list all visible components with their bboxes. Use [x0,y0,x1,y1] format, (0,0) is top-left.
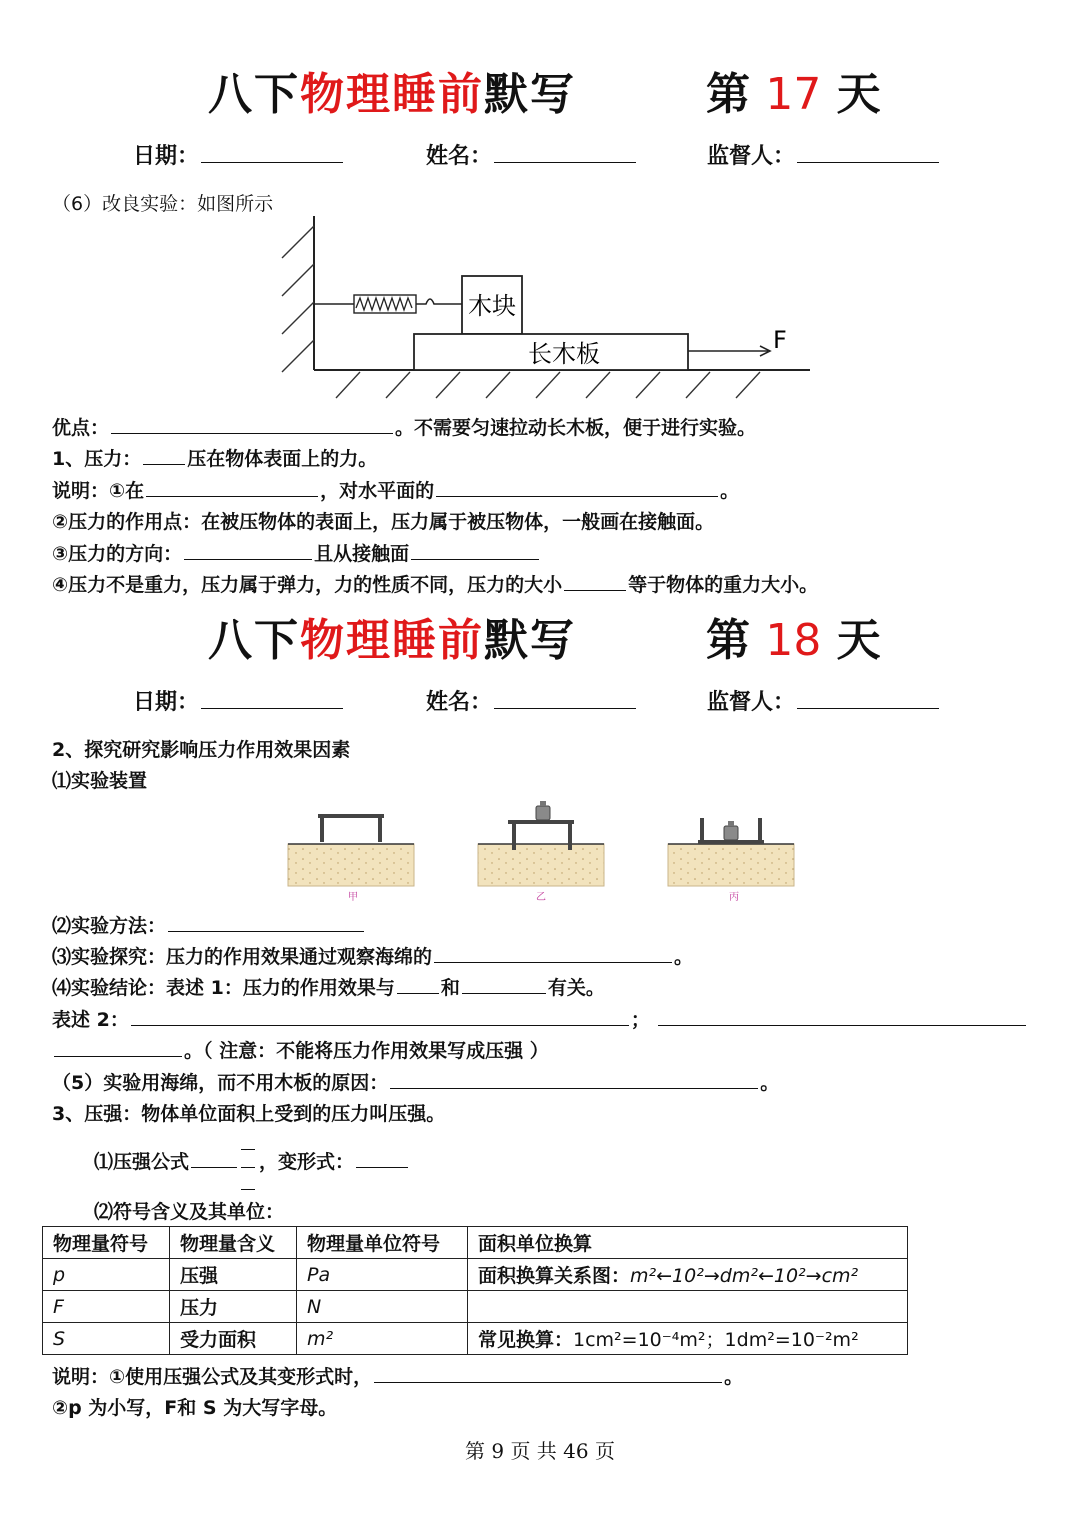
pressure-point2: ②压力的作用点：在被压物体的表面上，压力属于被压物体，一般画在接触面。 [52,511,715,533]
note-blank-2[interactable] [436,495,718,497]
conclusion-blank-2[interactable] [462,992,546,994]
statement2-line: 表述 2： ； [52,1005,1028,1032]
table-cell: m² [297,1323,468,1355]
note-blank-1[interactable] [146,495,318,497]
table-cell [468,1291,908,1323]
statement2-blank-1[interactable] [131,1024,629,1026]
date-field-18[interactable] [201,707,343,709]
direction-blank-2[interactable] [411,558,539,560]
supervisor-field[interactable] [797,161,939,163]
sponge-line: （5）实验用海绵，而不用木板的原因： 。 [52,1072,780,1094]
figure-label-yi: 乙 [536,892,546,903]
pressure-point4: ④压力不是重力，压力属于弹力，力的性质不同，压力的大小 等于物体的重力大小。 [52,574,819,596]
explore-heading: 2、探究研究影响压力作用效果因素 [52,739,351,761]
figure-label-jia: 甲 [348,892,358,903]
conclusion-line: ⑷实验结论：表述 1：压力的作用效果与 和 有关。 [52,977,605,999]
day-label-18: 第 18 天 [706,615,881,666]
direction-blank-1[interactable] [184,558,312,560]
table-cell: S [43,1323,170,1355]
name-field[interactable] [494,161,636,163]
section6-heading: （6）改良实验：如图所示 [52,193,274,215]
header-fields-day17: 日期： [133,139,345,170]
table-cell: 压力 [170,1291,297,1323]
table-row [43,1323,908,1355]
table-header-row [43,1227,908,1259]
page-title-day17: 八下物理睡前默写 [208,69,576,120]
note1-line: 说明：①使用压强公式及其变形式时， 。 [52,1366,744,1388]
sponge-blank[interactable] [390,1087,758,1089]
observe-blank[interactable] [434,961,672,963]
day-label-17: 第 17 天 [706,69,881,120]
statement2-blank-3[interactable] [54,1055,182,1057]
table-cell: p [43,1259,170,1291]
symbols-heading: ⑵符号含义及其单位： [94,1201,285,1223]
pressure-def-blank[interactable] [143,463,185,465]
figure-label-bing: 丙 [729,892,739,903]
formula-line: ⑴压强公式 ，变形式： [94,1147,410,1174]
method-line: ⑵实验方法： [52,911,366,938]
formula-blank[interactable] [191,1166,237,1168]
pressure-def-heading: 3、压强：物体单位面积上受到的压力叫压强。 [52,1103,446,1125]
page-title-day18: 八下物理睡前默写 [208,615,576,666]
apparatus-figure [286,796,816,906]
apparatus-heading: ⑴实验装置 [52,770,148,792]
method-blank[interactable] [168,930,364,932]
supervisor-field-18[interactable] [797,707,939,709]
long-board-label: 长木板 [528,340,600,368]
table-cell: Pa [297,1259,468,1291]
pressure-definition: 1、压力： 压在物体表面上的力。 [52,448,378,470]
table-header: 面积单位换算 [468,1227,908,1259]
date-field[interactable] [201,161,343,163]
table-cell: F [43,1291,170,1323]
header-fields-day18: 日期： [133,685,345,716]
page-number: 第 9 页 共 46 页 [465,1439,615,1463]
table-header: 物理量含义 [170,1227,297,1259]
wood-block-label: 木块 [468,292,516,320]
table-row [43,1259,908,1291]
statement2-blank-2[interactable] [658,1024,1026,1026]
table-header: 物理量符号 [43,1227,170,1259]
table-header: 物理量单位符号 [297,1227,468,1259]
advantage-line: 优点： 。不需要匀速拉动长木板，便于进行实验。 [52,417,757,439]
table-cell: 压强 [170,1259,297,1291]
table-cell: 常见换算：1cm²=10⁻⁴m²；1dm²=10⁻²m² [468,1323,908,1355]
name-field-18[interactable] [494,707,636,709]
force-label: F [773,326,787,354]
units-table [42,1226,908,1355]
note2-line: ②p 为小写，F和 S 为大写字母。 [52,1397,338,1419]
observe-line: ⑶实验探究：压力的作用效果通过观察海绵的 。 [52,946,694,968]
table-cell: 面积换算关系图：m²←10²→dm²←10²→cm² [468,1259,908,1291]
point4-blank[interactable] [564,589,626,591]
table-cell: 受力面积 [170,1323,297,1355]
transform-blank[interactable] [356,1166,408,1168]
advantage-blank[interactable] [111,432,393,434]
note1-blank[interactable] [374,1381,722,1383]
statement2-cont: 。（ 注意：不能将压力作用效果写成压强 ） [52,1036,549,1063]
table-row [43,1291,908,1323]
improved-experiment-figure [280,212,820,402]
pressure-note: 说明：①在 ，对水平面的 。 [52,480,740,502]
table-cell: N [297,1291,468,1323]
pressure-direction: ③压力的方向： 且从接触面 [52,539,541,566]
conclusion-blank-1[interactable] [397,992,439,994]
